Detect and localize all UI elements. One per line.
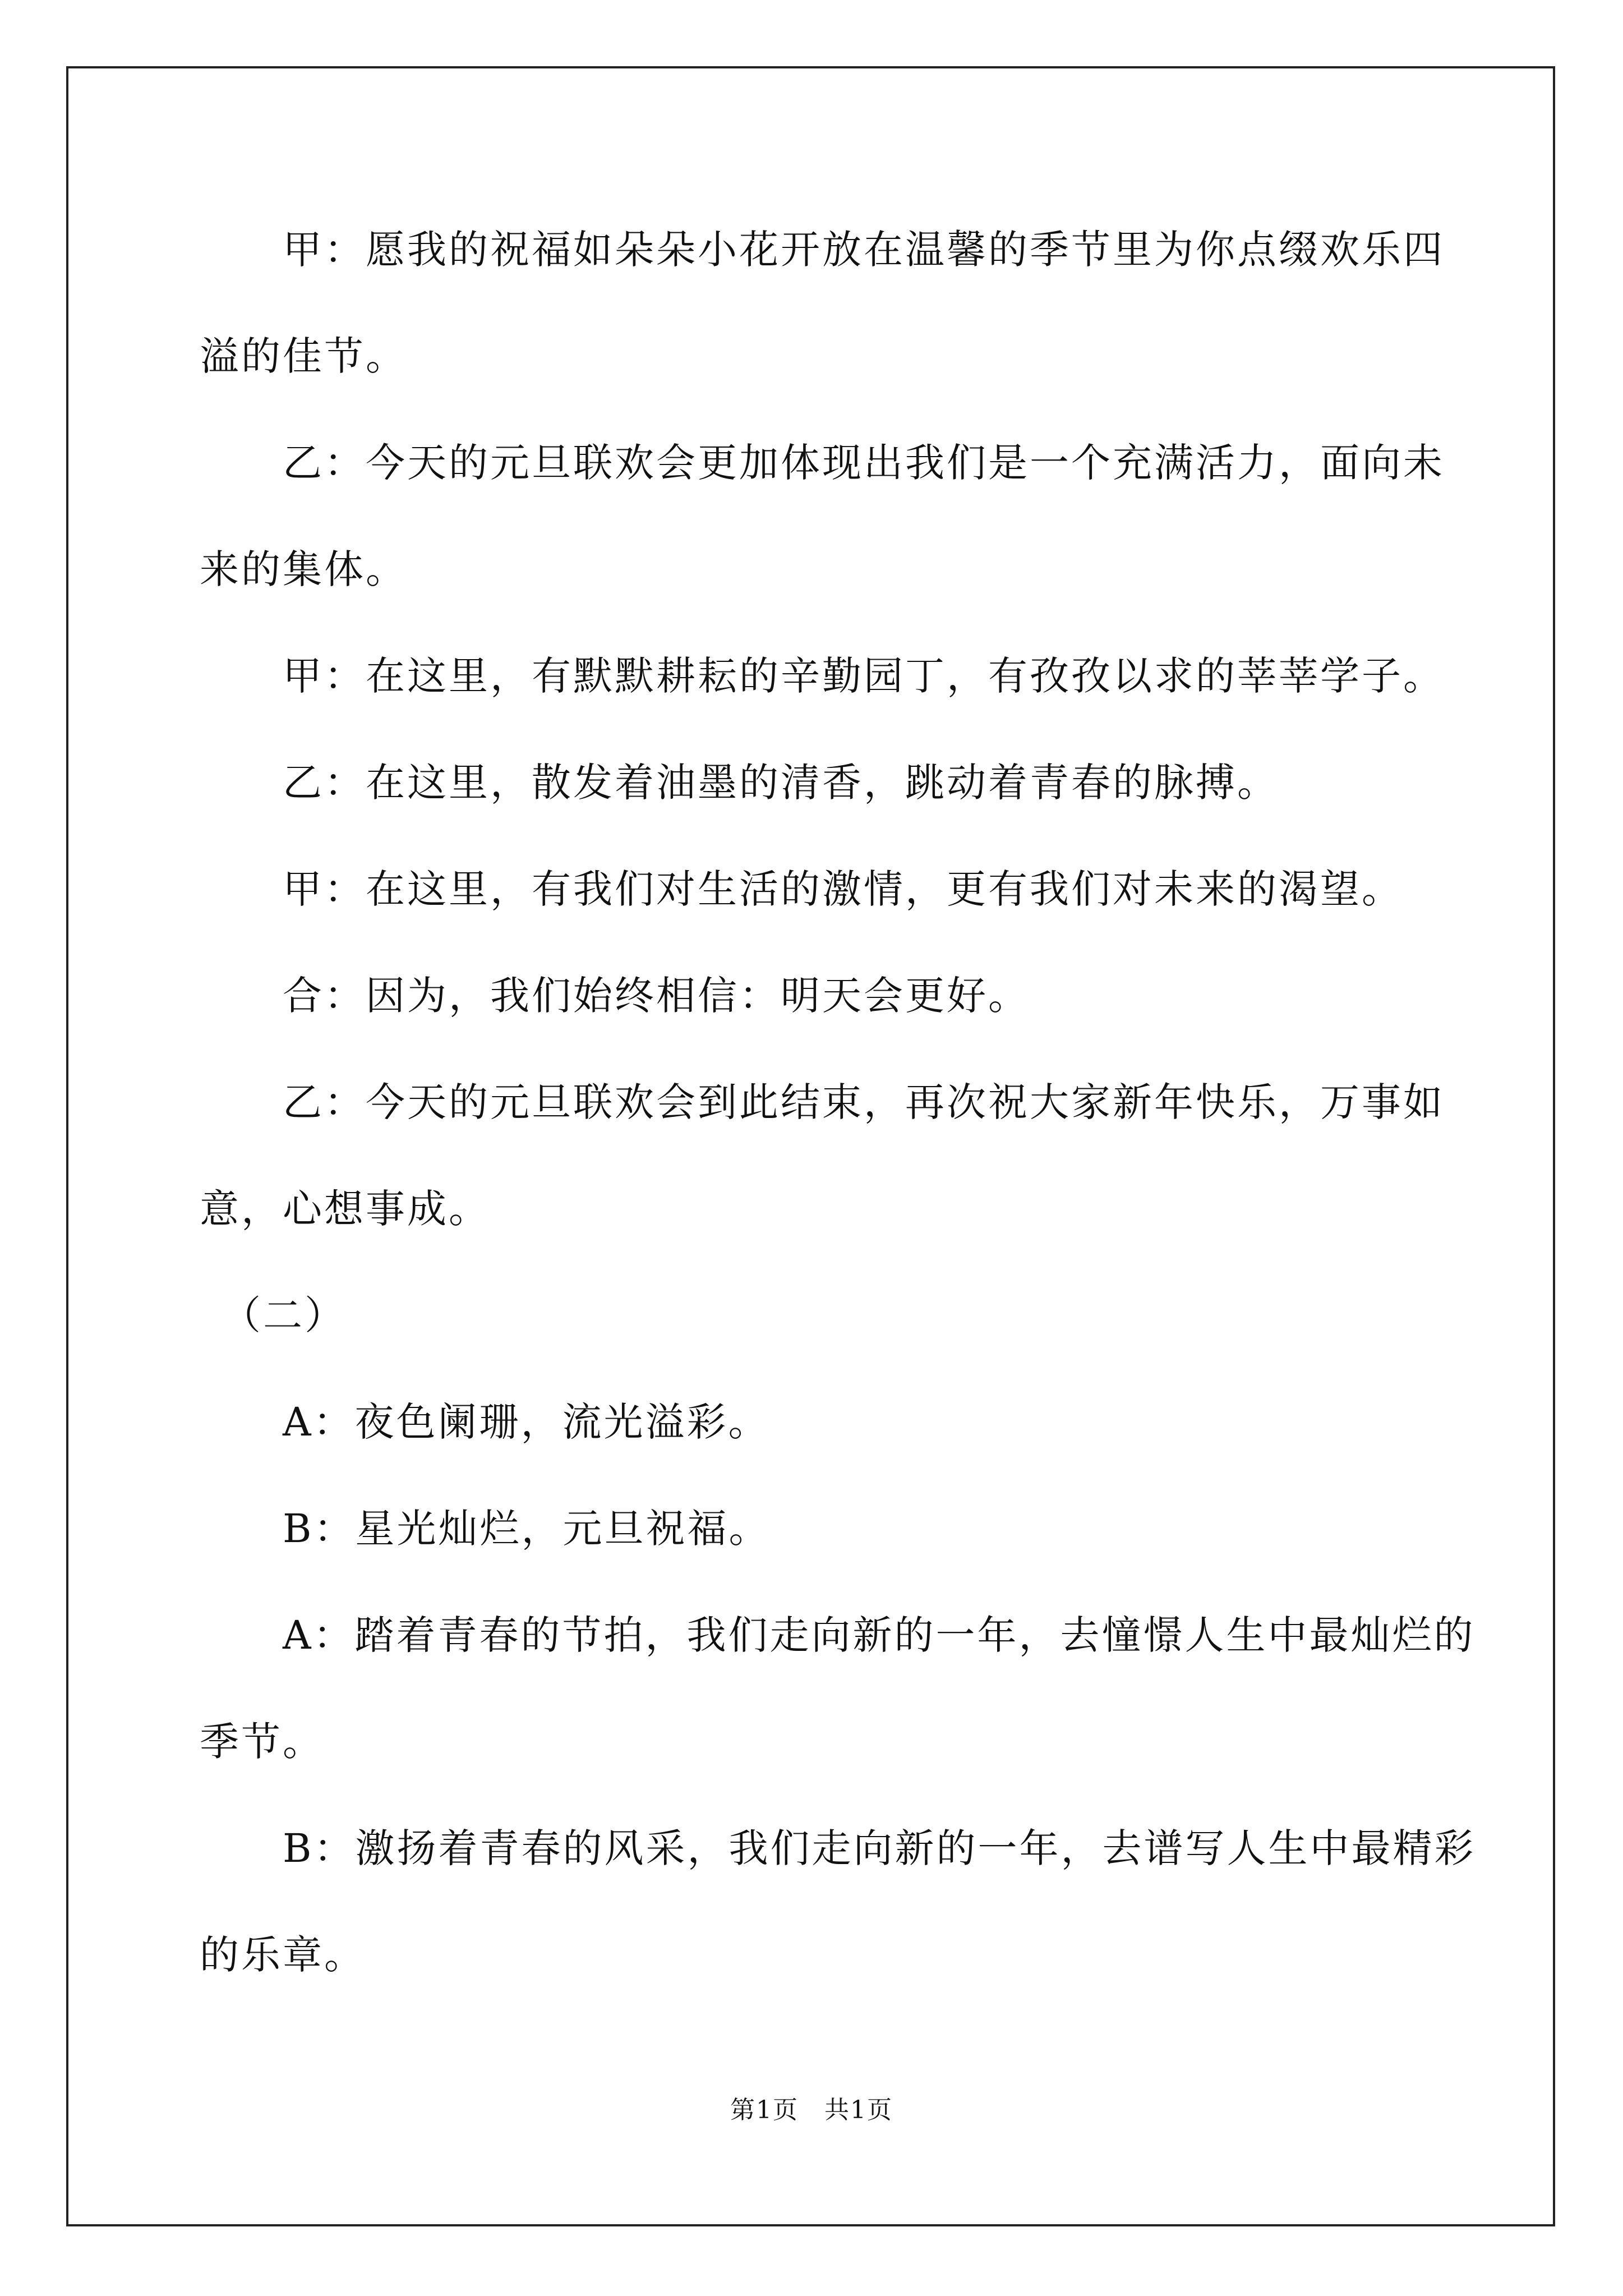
text-line-6: 乙：在这里，散发着油墨的清香，跳动着青春的脉搏。 (200, 760, 1279, 806)
text-line-5: 甲：在这里，有默默耕耘的辛勤园丁，有孜孜以求的莘莘学子。 (200, 653, 1445, 699)
text-line-2: 溢的佳节。 (200, 333, 407, 379)
text-line-4: 来的集体。 (200, 546, 407, 592)
text-line-10: 意，心想事成。 (200, 1186, 490, 1232)
text-line-15: 季节。 (200, 1719, 324, 1765)
text-line-13: B：星光灿烂，元旦祝福。 (200, 1506, 771, 1552)
text-line-3: 乙：今天的元旦联欢会更加体现出我们是一个充满活力，面向未 (200, 440, 1445, 486)
text-line-7: 甲：在这里，有我们对生活的激情，更有我们对未来的渴望。 (200, 866, 1403, 912)
section-heading: （二） (200, 1292, 346, 1338)
text-line-9: 乙：今天的元旦联欢会到此结束，再次祝大家新年快乐，万事如 (200, 1079, 1445, 1125)
text-line-8: 合：因为，我们始终相信：明天会更好。 (200, 973, 1030, 1019)
text-line-16: B：激扬着青春的风采，我们走向新的一年，去谱写人生中最精彩 (200, 1825, 1476, 1871)
text-line-14: A：踏着青春的节拍，我们走向新的一年，去憧憬人生中最灿烂的 (200, 1612, 1476, 1658)
text-line-1: 甲：愿我的祝福如朵朵小花开放在温馨的季节里为你点缀欢乐四 (200, 227, 1445, 273)
page-border (66, 66, 1555, 2226)
page-footer: 第1页 共1页 (730, 2096, 893, 2124)
text-line-12: A：夜色阑珊，流光溢彩。 (200, 1399, 770, 1445)
text-line-17: 的乐章。 (200, 1932, 366, 1978)
